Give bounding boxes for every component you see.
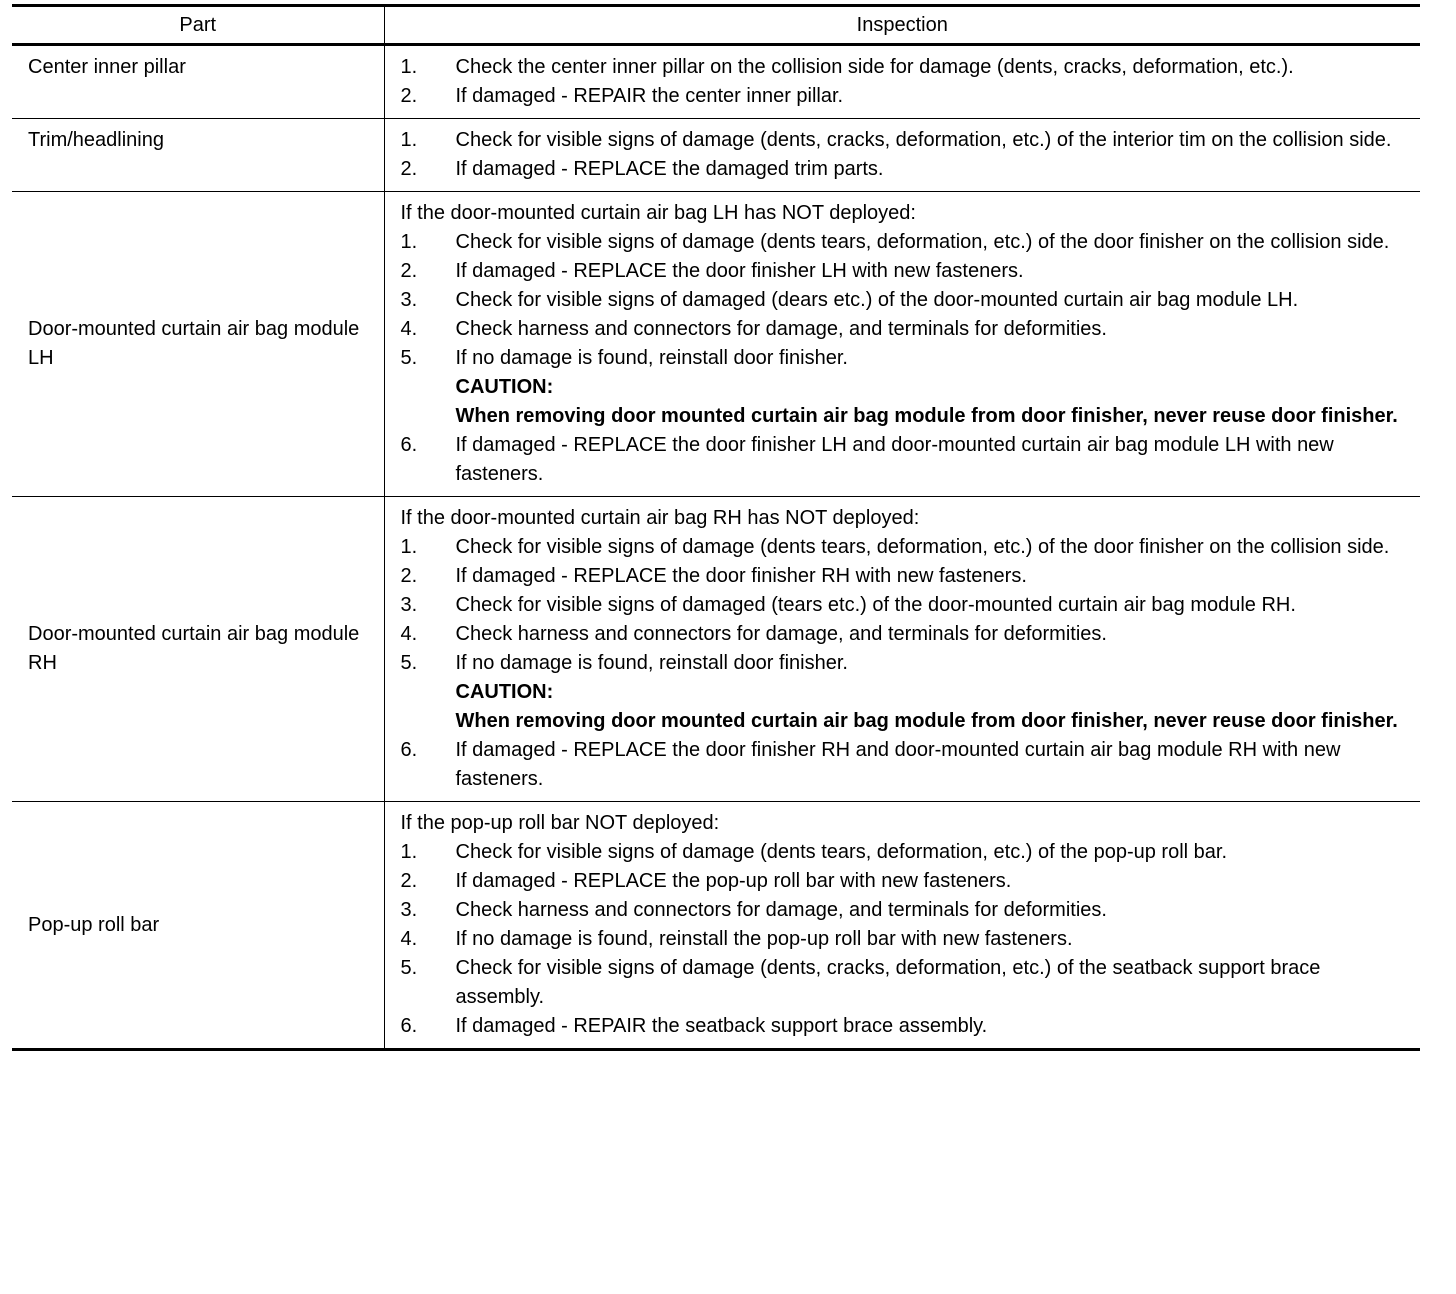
step-text: If damaged - REPLACE the pop-up roll bar with new fasteners.: [455, 870, 1012, 892]
caution-text: When removing door mounted curtain air bag module from door finisher, never reuse door finisher.: [455, 405, 1398, 427]
step-text: If no damage is found, reinstall door finisher.: [455, 347, 848, 369]
step-item: [401, 838, 1409, 867]
step-number: 1.: [400, 231, 418, 253]
step-item: [401, 257, 1409, 286]
step-text: If damaged - REPAIR the center inner pillar.: [455, 85, 844, 107]
step-text: If damaged - REPLACE the door finisher LH with new fasteners.: [455, 260, 1024, 282]
step-text: Check for visible signs of damage (dents tears, deformation, etc.) of the pop-up roll bar.: [455, 841, 1228, 863]
step-number: 2.: [400, 85, 418, 107]
step-number: 4.: [400, 928, 418, 950]
step-item: [401, 286, 1409, 315]
step-number: 2.: [400, 260, 418, 282]
step-text: Check for visible signs of damage (dents tears, deformation, etc.) of the door finisher on the collision side.: [455, 231, 1390, 253]
step-number: 3.: [400, 899, 418, 921]
table-row: [12, 192, 1420, 497]
step-item: [401, 533, 1409, 562]
step-item: [401, 562, 1409, 591]
step-item: [401, 649, 1409, 736]
column-header-part: Part: [12, 6, 384, 45]
step-number: 3.: [400, 289, 418, 311]
step-item: [401, 620, 1409, 649]
inspection-cell: [384, 119, 1420, 192]
step-number: 3.: [400, 594, 418, 616]
caution-text: When removing door mounted curtain air bag module from door finisher, never reuse door finisher.: [455, 710, 1398, 732]
step-number: 1.: [400, 536, 418, 558]
step-text: Check for visible signs of damage (dents, cracks, deformation, etc.) of the seatback support brace assembly.: [455, 957, 1321, 1008]
step-text: Check for visible signs of damage (dents, cracks, deformation, etc.) of the interior tim on the collision side.: [455, 129, 1392, 151]
part-cell: Door-mounted curtain air bag module LH: [12, 192, 384, 497]
inspection-steps: [401, 126, 1409, 184]
step-number: 5.: [400, 652, 418, 674]
step-number: 2.: [400, 870, 418, 892]
inspection-steps: [401, 838, 1409, 1041]
step-text: If damaged - REPAIR the seatback support brace assembly.: [455, 1015, 988, 1037]
inspection-cell: [384, 192, 1420, 497]
step-item: [401, 736, 1409, 794]
step-text: Check for visible signs of damaged (dears etc.) of the door-mounted curtain air bag module LH.: [455, 289, 1299, 311]
part-cell: Pop-up roll bar: [12, 802, 384, 1050]
step-number: 4.: [400, 318, 418, 340]
part-cell: Trim/headlining: [12, 119, 384, 192]
table-row: [12, 497, 1420, 802]
inspection-steps: [401, 228, 1409, 489]
inspection-intro: If the door-mounted curtain air bag RH has NOT deployed:: [400, 507, 920, 529]
step-number: 1.: [400, 841, 418, 863]
step-text: If damaged - REPLACE the door finisher LH and door-mounted curtain air bag module LH with new fasteners.: [455, 434, 1334, 485]
inspection-table-wrapper: [12, 4, 1420, 1051]
step-item: [401, 954, 1409, 1012]
table-row: [12, 119, 1420, 192]
step-text-block: [456, 344, 1409, 431]
step-number: 1.: [400, 129, 418, 151]
inspection-steps: [401, 53, 1409, 111]
step-number: 6.: [400, 739, 418, 761]
inspection-intro: If the door-mounted curtain air bag LH has NOT deployed:: [400, 202, 916, 224]
inspection-steps: [401, 533, 1409, 794]
step-text: Check the center inner pillar on the collision side for damage (dents, cracks, deformation, etc.).: [455, 56, 1294, 78]
step-item: [401, 591, 1409, 620]
part-cell: Center inner pillar: [12, 45, 384, 119]
table-row: [12, 45, 1420, 119]
step-item: [401, 344, 1409, 431]
step-item: [401, 155, 1409, 184]
step-text: If damaged - REPLACE the door finisher RH with new fasteners.: [455, 565, 1027, 587]
step-text: Check harness and connectors for damage, and terminals for deformities.: [455, 318, 1107, 340]
inspection-cell: [384, 802, 1420, 1050]
step-text-block: [456, 649, 1409, 736]
step-item: [401, 228, 1409, 257]
step-number: 6.: [400, 434, 418, 456]
step-item: [401, 925, 1409, 954]
step-item: [401, 126, 1409, 155]
inspection-table: [12, 4, 1420, 1051]
table-header-row: [12, 6, 1420, 45]
part-cell: Door-mounted curtain air bag module RH: [12, 497, 384, 802]
step-number: 2.: [400, 565, 418, 587]
step-item: [401, 82, 1409, 111]
step-number: 6.: [400, 1015, 418, 1037]
caution-label: CAUTION:: [455, 376, 554, 398]
step-number: 5.: [400, 957, 418, 979]
inspection-intro: If the pop-up roll bar NOT deployed:: [400, 812, 720, 834]
step-text: If no damage is found, reinstall the pop-up roll bar with new fasteners.: [455, 928, 1073, 950]
step-number: 4.: [400, 623, 418, 645]
step-number: 2.: [400, 158, 418, 180]
step-text: Check for visible signs of damage (dents tears, deformation, etc.) of the door finisher on the collision side.: [455, 536, 1390, 558]
caution-label: CAUTION:: [455, 681, 554, 703]
step-item: [401, 896, 1409, 925]
step-text: If no damage is found, reinstall door finisher.: [455, 652, 848, 674]
step-text: Check harness and connectors for damage, and terminals for deformities.: [455, 623, 1107, 645]
step-text: If damaged - REPLACE the door finisher RH and door-mounted curtain air bag module RH with new fasteners.: [455, 739, 1341, 790]
step-item: [401, 867, 1409, 896]
step-text: If damaged - REPLACE the damaged trim parts.: [455, 158, 884, 180]
step-text: Check harness and connectors for damage, and terminals for deformities.: [455, 899, 1107, 921]
inspection-cell: [384, 497, 1420, 802]
step-item: [401, 431, 1409, 489]
step-item: [401, 315, 1409, 344]
step-text: Check for visible signs of damaged (tears etc.) of the door-mounted curtain air bag module RH.: [455, 594, 1296, 616]
step-item: [401, 1012, 1409, 1041]
step-number: 5.: [400, 347, 418, 369]
table-row: [12, 802, 1420, 1050]
step-number: 1.: [400, 56, 418, 78]
column-header-inspection: Inspection: [384, 6, 1420, 45]
step-item: [401, 53, 1409, 82]
inspection-cell: [384, 45, 1420, 119]
